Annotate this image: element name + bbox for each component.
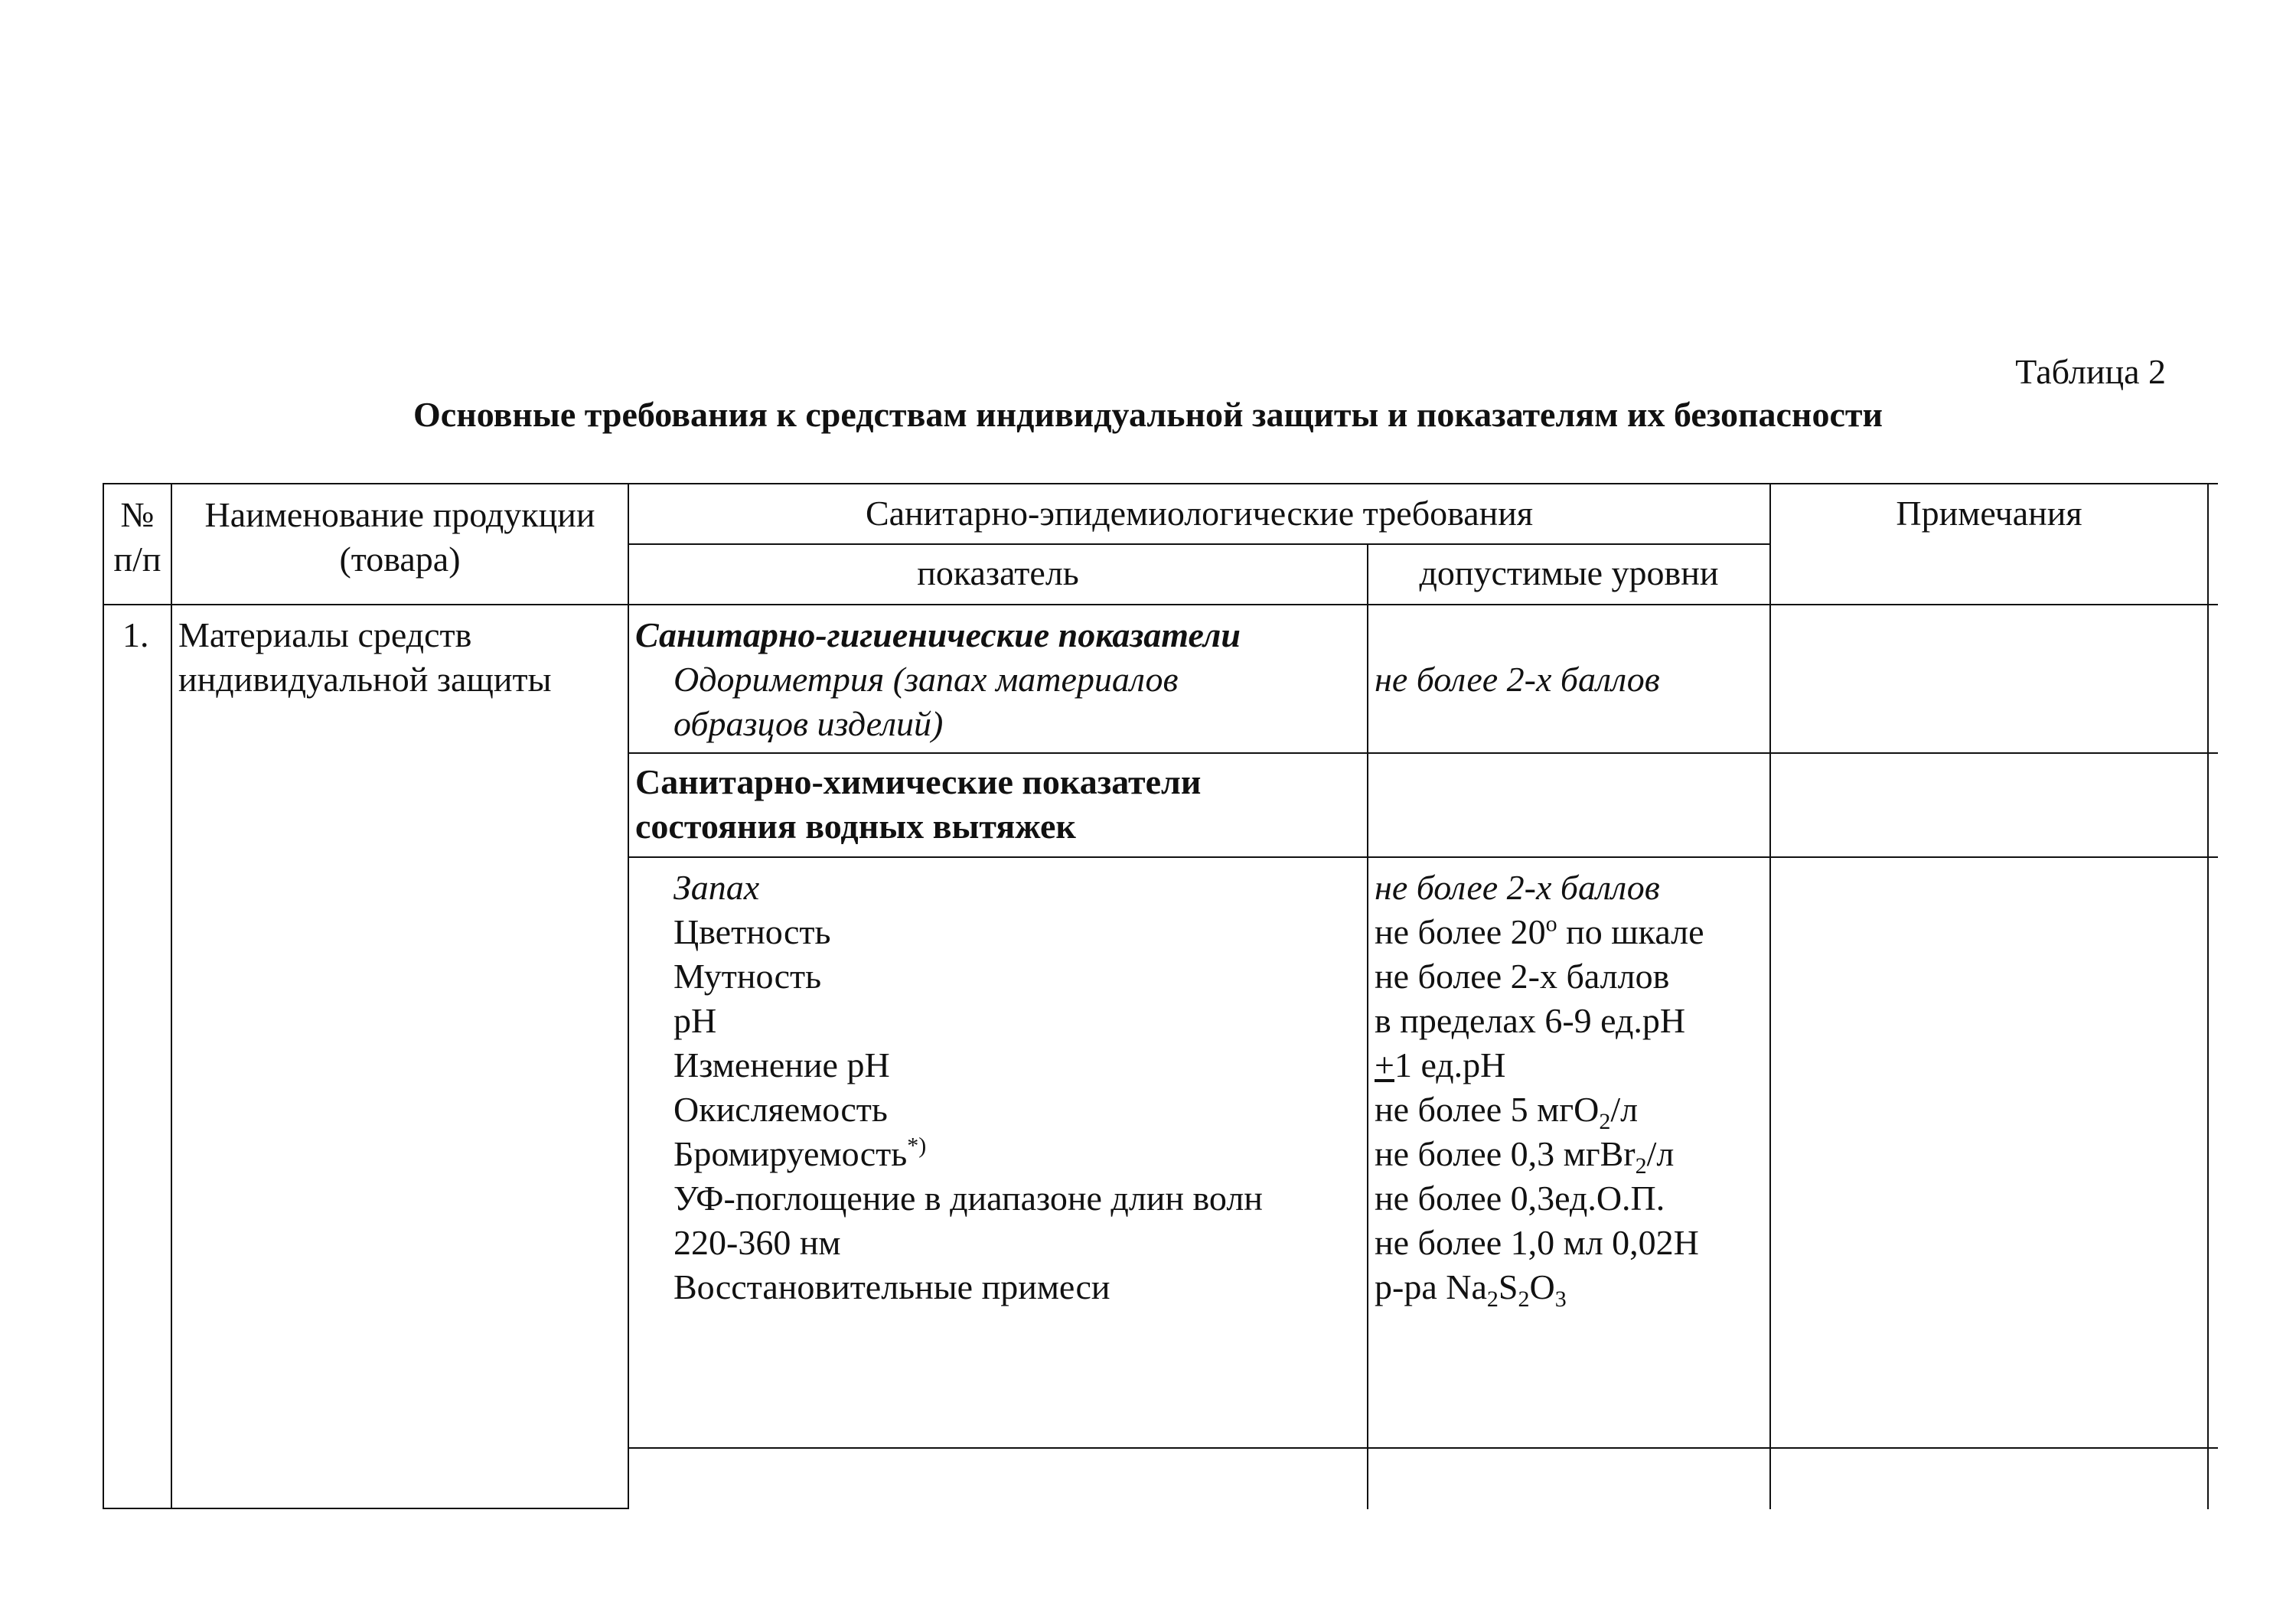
product-name-line1: Материалы средств: [178, 615, 472, 654]
section-title-hygienic: Санитарно-гигиенические показатели: [635, 615, 1241, 654]
header-permissible-levels: допустимые уровни: [1419, 553, 1719, 592]
subscript: 2: [1635, 1153, 1647, 1179]
footnote-marker: *): [907, 1133, 927, 1159]
header-num-line1: №: [120, 495, 155, 534]
level-text: /л: [1610, 1090, 1639, 1129]
header-name-line2: (товара): [339, 540, 461, 579]
subscript: 2: [1486, 1286, 1499, 1313]
odorimetry-indicator: [673, 657, 1179, 746]
indicator-item: Восстановительные примеси: [673, 1267, 1110, 1306]
subscript: 2: [1518, 1286, 1530, 1313]
level-text: O: [1529, 1267, 1555, 1306]
header-bottom-border: [103, 604, 2218, 605]
row-divider: [628, 752, 2218, 754]
section-title-chemical-line2: состояния водных вытяжек: [635, 807, 1076, 846]
indicator-item: Цветность: [673, 912, 831, 951]
level-text: /л: [1646, 1134, 1675, 1173]
subscript: 2: [1599, 1109, 1611, 1135]
table-border-bottom: [103, 1508, 629, 1509]
product-name-line2: индивидуальной защиты: [178, 660, 552, 699]
column-divider: [1367, 543, 1368, 1509]
level-text: 1 ед.pH: [1394, 1045, 1506, 1084]
level-text: не более 0,3 мгBr: [1375, 1134, 1636, 1173]
level-text: S: [1498, 1267, 1518, 1306]
column-divider: [628, 483, 629, 1509]
header-num-line2: п/п: [113, 540, 161, 579]
column-divider: [1769, 483, 1771, 1509]
level-item: не более 1,0 мл 0,02Н: [1375, 1223, 1699, 1262]
header-num: [104, 493, 171, 582]
section-title-chemical-line1: Санитарно-химические показатели: [635, 762, 1202, 801]
level-item: в пределах 6-9 ед.pH: [1375, 1001, 1686, 1040]
header-name-line1: Наименование продукции: [204, 495, 595, 534]
level-item: [1375, 910, 1704, 954]
level-text: р-ра Na: [1375, 1267, 1487, 1306]
level-item: [1375, 1043, 1704, 1088]
degree-mark: о: [1545, 911, 1557, 937]
odorimetry-line2: образцов изделий): [673, 704, 944, 743]
level-text: по шкале: [1557, 912, 1704, 951]
level-item: [1375, 1265, 1704, 1313]
level-item: не более 0,3ед.О.П.: [1375, 1179, 1665, 1218]
header-indicator: показатель: [917, 553, 1079, 592]
product-name: [178, 613, 552, 702]
header-product-name: [172, 493, 628, 582]
level-item: не более 2-х баллов: [1375, 868, 1660, 907]
indicator-item: [673, 1132, 1263, 1176]
table-border-right: [2207, 483, 2209, 1509]
indicator-item: Окисляемость: [673, 1090, 888, 1129]
header-divider: [628, 543, 1771, 545]
row-divider: [628, 1447, 2218, 1449]
level-list: [1375, 866, 1704, 1313]
indicator-item: Запах: [673, 868, 760, 907]
plus-minus-sign: +: [1375, 1045, 1394, 1084]
header-sanitary-requirements: Санитарно-эпидемиологические требования: [865, 494, 1534, 533]
indicator-list: [673, 866, 1263, 1309]
level-item: [1375, 1088, 1704, 1135]
odorimetry-level: не более 2-х баллов: [1375, 660, 1660, 699]
level-text: не более 20: [1375, 912, 1546, 951]
indicator-item-text: Бромируемость: [673, 1134, 908, 1173]
level-item: не более 2-х баллов: [1375, 957, 1670, 996]
document-title: Основные требования к средствам индивидуальной защиты и показателям их безопасности: [413, 395, 1883, 434]
table-number: Таблица 2: [2015, 352, 2166, 391]
indicator-item: pH: [673, 1001, 717, 1040]
row-number: 1.: [122, 615, 149, 654]
level-text: не более 5 мгO: [1375, 1090, 1600, 1129]
column-divider: [171, 483, 172, 1509]
indicator-item: Мутность: [673, 957, 822, 996]
odorimetry-line1: Одориметрия (запах материалов: [673, 660, 1179, 699]
table-border-left: [103, 483, 104, 1509]
section-title-chemical: [635, 760, 1201, 849]
indicator-item: 220-360 нм: [673, 1223, 841, 1262]
level-item: [1375, 1132, 1704, 1179]
header-notes: Примечания: [1896, 494, 2082, 533]
table-border-top: [103, 483, 2218, 484]
indicator-item: УФ-поглощение в диапазоне длин волн: [673, 1179, 1263, 1218]
indicator-item: Изменение pH: [673, 1045, 890, 1084]
row-divider: [628, 856, 2218, 858]
subscript: 3: [1554, 1286, 1567, 1313]
